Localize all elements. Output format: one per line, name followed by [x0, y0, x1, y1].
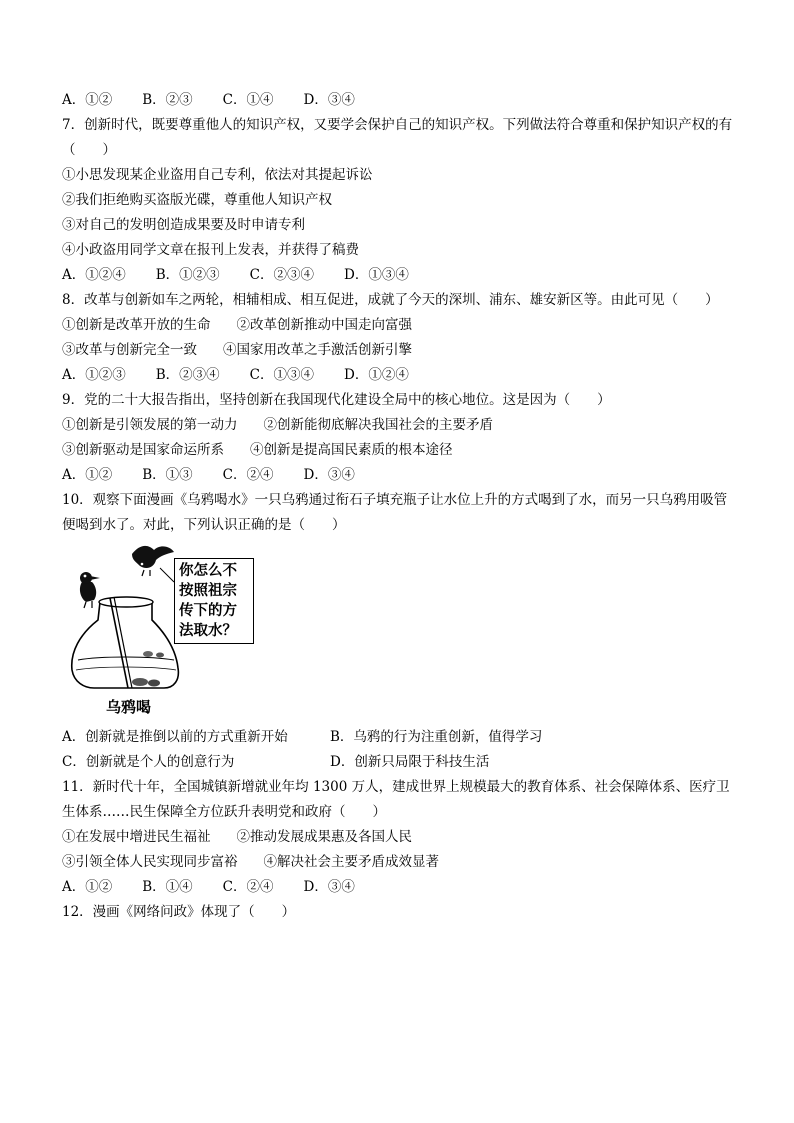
bubble-line-4: 法取水？	[179, 623, 237, 639]
cartoon-caption: 乌鸦喝	[106, 698, 152, 716]
option-b: B．乌鸦的行为注重创新，值得学习	[330, 729, 543, 745]
q11-statements-row-1	[62, 825, 734, 850]
q9-stem: 9．党的二十大报告指出，坚持创新在我国现代化建设全局中的核心地位。这是因为（ ）	[62, 392, 611, 408]
q11-statement-1: ①在发展中增进民生福祉	[62, 829, 211, 845]
q7-options	[62, 263, 734, 288]
option-a: A．①②	[62, 467, 113, 483]
option-d: D．③④	[303, 879, 355, 895]
option-a: A．创新就是推倒以前的方式重新开始	[62, 729, 288, 745]
q7-statement-3: ③对自己的发明创造成果要及时申请专利	[62, 217, 305, 233]
option-b: B．②③④	[155, 367, 220, 383]
option-a: A．①②④	[62, 267, 126, 283]
q8-statement-2: ②改革创新推动中国走向富强	[236, 317, 412, 333]
crow-cartoon	[62, 542, 734, 725]
q9-statement-2: ②创新能彻底解决我国社会的主要矛盾	[263, 417, 493, 433]
q8-statement-1: ①创新是改革开放的生命	[62, 317, 211, 333]
q9-statement-3: ③创新驱动是国家命运所系	[62, 442, 224, 458]
option-d: D．创新只局限于科技生活	[330, 754, 490, 770]
q9-statement-1: ①创新是引领发展的第一动力	[62, 417, 238, 433]
q8-statement-3: ③改革与创新完全一致	[62, 342, 197, 358]
option-b: B．②③	[142, 92, 193, 108]
q7-statement-1: ①小思发现某企业盗用自己专利，依法对其提起诉讼	[62, 167, 373, 183]
speech-bubble	[174, 558, 254, 644]
q8-stem: 8．改革与创新如车之两轮，相辅相成、相互促进，成就了今天的深圳、浦东、雄安新区等。由此可见（ ）	[62, 292, 719, 308]
q7-statement-4: ④小政盗用同学文章在报刊上发表，并获得了稿费	[62, 242, 359, 258]
crow-vase-illustration	[70, 542, 180, 692]
option-c: C．②④	[222, 467, 274, 483]
q7-statement-2: ②我们拒绝购买盗版光碟，尊重他人知识产权	[62, 192, 332, 208]
option-d: D．①②④	[344, 367, 409, 383]
q10-options-row-1	[62, 725, 734, 750]
q11-stem: 11．新时代十年，全国城镇新增就业年均 1300 万人，建成世界上规模最大的教育体系、社会保障体系、医疗卫生体系……民生保障全方位跃升表明党和政府（ ）	[62, 779, 730, 820]
q11-statement-4: ④解决社会主要矛盾成效显著	[263, 854, 439, 870]
q8-statement-4: ④国家用改革之手激活创新引擎	[223, 342, 412, 358]
q11-statement-2: ②推动发展成果惠及各国人民	[236, 829, 412, 845]
q11-statement-3: ③引领全体人民实现同步富裕	[62, 854, 238, 870]
option-d: D．①③④	[344, 267, 409, 283]
q10-stem: 10．观察下面漫画《乌鸦喝水》一只乌鸦通过衔石子填充瓶子让水位上升的方式喝到了水，而另一只乌鸦用吸管便喝到水了。对此，下列认识正确的是（ ）	[62, 492, 728, 533]
q9-statements-row-1	[62, 413, 734, 438]
question-content	[62, 88, 734, 925]
q10-options-row-2	[62, 750, 734, 775]
option-b: B．①②③	[155, 267, 220, 283]
option-a: A．①②③	[62, 367, 126, 383]
q11-statements-row-2	[62, 850, 734, 875]
option-b: B．①④	[142, 879, 193, 895]
option-c: C．创新就是个人的创意行为	[62, 754, 235, 770]
bubble-line-1: 你怎么不	[179, 563, 237, 579]
option-d: D．③④	[303, 467, 355, 483]
option-a: A．①②	[62, 92, 113, 108]
q9-statements-row-2	[62, 438, 734, 463]
bubble-line-3: 传下的方	[179, 603, 237, 619]
q6-options	[62, 88, 734, 113]
q12-stem: 12．漫画《网络问政》体现了（ ）	[62, 904, 296, 920]
q7-stem: 7．创新时代，既要尊重他人的知识产权，又要学会保护自己的知识产权。下列做法符合尊重和保护知识产权的有（ ）	[62, 117, 733, 158]
q9-statement-4: ④创新是提高国民素质的根本途径	[250, 442, 453, 458]
q8-statements-row-2	[62, 338, 734, 363]
q8-options	[62, 363, 734, 388]
q9-options	[62, 463, 734, 488]
q8-statements-row-1	[62, 313, 734, 338]
option-c: C．①④	[222, 92, 274, 108]
option-a: A．①②	[62, 879, 113, 895]
q11-options	[62, 875, 734, 900]
option-d: D．③④	[303, 92, 355, 108]
option-c: C．①③④	[249, 367, 315, 383]
bubble-line-2: 按照祖宗	[179, 583, 237, 599]
option-b: B．①③	[142, 467, 193, 483]
option-c: C．②③④	[249, 267, 315, 283]
option-c: C．②④	[222, 879, 274, 895]
